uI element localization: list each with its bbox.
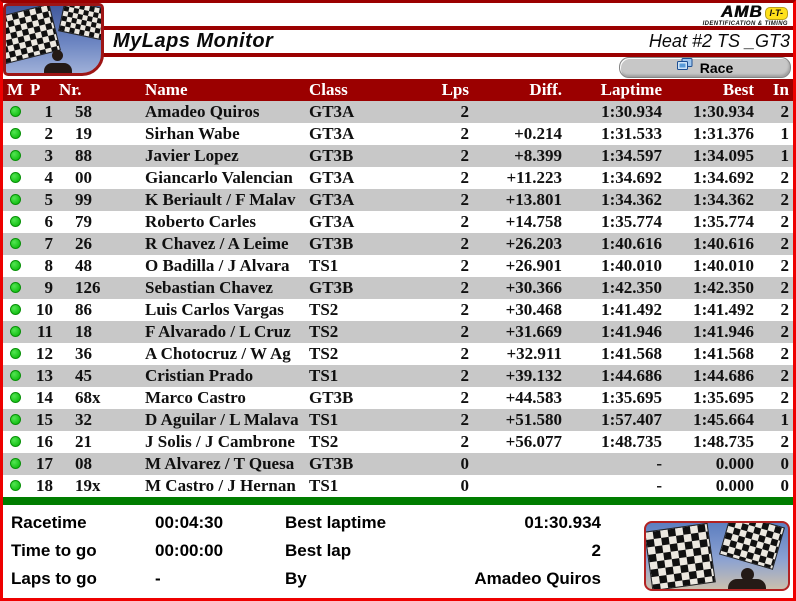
in-lap-cell: 2 xyxy=(780,190,789,209)
laptime-cell: 1:34.597 xyxy=(601,146,662,165)
laps-cell: 2 xyxy=(460,168,469,187)
status-green-dot-icon xyxy=(10,172,21,183)
checkered-flag-icon xyxy=(58,3,104,40)
best-lap-label: Best lap xyxy=(285,541,352,560)
laptime-cell: - xyxy=(656,476,662,495)
racetime-label: Racetime xyxy=(11,513,87,532)
driver-name-cell: Amadeo Quiros xyxy=(145,102,260,121)
driver-name-cell: R Chavez / A Leime xyxy=(145,234,289,253)
driver-name-cell: K Beriault / F Malav xyxy=(145,190,296,209)
best-lap-cell: 1:42.350 xyxy=(693,278,754,297)
status-cell xyxy=(3,255,27,277)
class-cell: TS2 xyxy=(309,322,339,341)
best-lap-cell: 1:34.095 xyxy=(693,146,754,165)
laps-cell: 0 xyxy=(460,476,469,495)
laptime-cell: 1:34.692 xyxy=(601,168,662,187)
checkered-flag-icon xyxy=(644,523,716,591)
column-header-p: P xyxy=(30,80,41,99)
diff-cell xyxy=(475,475,565,497)
position-cell: 15 xyxy=(36,410,53,429)
laptime-cell: 1:35.774 xyxy=(601,212,662,231)
in-lap-cell: 2 xyxy=(780,322,789,341)
class-cell: GT3A xyxy=(309,212,355,231)
status-cell xyxy=(3,145,27,167)
time-to-go-value: 00:00:00 xyxy=(155,541,224,560)
column-header-name: Name xyxy=(145,80,188,99)
flag-marshal-silhouette xyxy=(44,63,72,76)
car-number-cell: 26 xyxy=(75,234,92,253)
laptime-cell: - xyxy=(656,454,662,473)
in-lap-cell: 2 xyxy=(780,300,789,319)
position-cell: 2 xyxy=(44,124,53,143)
status-green-dot-icon xyxy=(10,260,21,271)
driver-name-cell: Javier Lopez xyxy=(145,146,239,165)
checkered-flag-icon xyxy=(719,521,785,570)
laps-cell: 2 xyxy=(460,102,469,121)
race-summary-panel xyxy=(3,505,793,598)
status-cell xyxy=(3,453,27,475)
best-lap-cell: 1:44.686 xyxy=(693,366,754,385)
status-cell xyxy=(3,123,27,145)
in-lap-cell: 0 xyxy=(780,454,789,473)
class-cell: TS1 xyxy=(309,476,339,495)
position-cell: 8 xyxy=(44,256,53,275)
laps-cell: 2 xyxy=(460,432,469,451)
laps-cell: 2 xyxy=(460,190,469,209)
diff-cell xyxy=(475,101,565,123)
status-green-dot-icon xyxy=(10,128,21,139)
class-cell: GT3B xyxy=(309,278,354,297)
racetime-value: 00:04:30 xyxy=(155,513,224,532)
car-number-cell: 58 xyxy=(75,102,92,121)
laptime-cell: 1:34.362 xyxy=(601,190,662,209)
checkered-flag-photo-bottom xyxy=(644,521,790,591)
in-lap-cell: 2 xyxy=(780,388,789,407)
car-number-cell: 00 xyxy=(75,168,92,187)
table-row[interactable] xyxy=(3,343,793,365)
results-table-header xyxy=(3,79,793,101)
car-number-cell: 79 xyxy=(75,212,92,231)
position-cell: 18 xyxy=(36,476,53,495)
status-cell xyxy=(3,431,27,453)
green-status-bar xyxy=(3,497,793,505)
table-row[interactable] xyxy=(3,101,793,123)
status-green-dot-icon xyxy=(10,370,21,381)
status-cell xyxy=(3,365,27,387)
position-cell: 12 xyxy=(36,344,53,363)
driver-name-cell: Sebastian Chavez xyxy=(145,278,273,297)
diff-cell: +51.580 xyxy=(505,410,562,429)
status-cell xyxy=(3,387,27,409)
table-row[interactable] xyxy=(3,255,793,277)
table-row[interactable] xyxy=(3,233,793,255)
car-number-cell: 19 xyxy=(75,124,92,143)
driver-name-cell: Cristian Prado xyxy=(145,366,254,385)
laps-cell: 2 xyxy=(460,212,469,231)
status-green-dot-icon xyxy=(10,458,21,469)
laptime-cell: 1:31.533 xyxy=(601,124,662,143)
table-row[interactable] xyxy=(3,189,793,211)
table-row[interactable] xyxy=(3,453,793,475)
status-cell xyxy=(3,321,27,343)
table-row[interactable] xyxy=(3,277,793,299)
status-green-dot-icon xyxy=(10,480,21,491)
in-lap-cell: 2 xyxy=(780,366,789,385)
table-row[interactable] xyxy=(3,365,793,387)
status-cell xyxy=(3,343,27,365)
table-row[interactable] xyxy=(3,299,793,321)
best-lap-value: 2 xyxy=(591,541,601,560)
computer-icon xyxy=(677,58,693,77)
laps-cell: 2 xyxy=(460,278,469,297)
table-row[interactable] xyxy=(3,167,793,189)
class-cell: GT3A xyxy=(309,168,355,187)
in-lap-cell: 2 xyxy=(780,344,789,363)
car-number-cell: 19x xyxy=(75,476,101,495)
column-header-m: M xyxy=(7,80,24,99)
position-cell: 1 xyxy=(44,102,53,121)
class-cell: GT3B xyxy=(309,454,354,473)
best-lap-cell: 0.000 xyxy=(715,454,754,473)
in-lap-cell: 2 xyxy=(780,256,789,275)
driver-name-cell: Luis Carlos Vargas xyxy=(145,300,284,319)
best-lap-cell: 0.000 xyxy=(715,476,754,495)
diff-cell: +30.366 xyxy=(505,278,562,297)
status-green-dot-icon xyxy=(10,216,21,227)
laps-cell: 2 xyxy=(460,366,469,385)
class-cell: TS1 xyxy=(309,256,339,275)
laps-cell: 2 xyxy=(460,344,469,363)
status-green-dot-icon xyxy=(10,282,21,293)
diff-cell: +11.223 xyxy=(506,168,562,187)
best-lap-cell: 1:31.376 xyxy=(693,124,754,143)
laps-to-go-label: Laps to go xyxy=(11,569,97,588)
in-lap-cell: 1 xyxy=(780,146,789,165)
status-green-dot-icon xyxy=(10,238,21,249)
car-number-cell: 08 xyxy=(75,454,92,473)
laptime-cell: 1:35.695 xyxy=(601,388,662,407)
diff-cell: +8.399 xyxy=(514,146,562,165)
driver-name-cell: M Castro / J Hernan xyxy=(145,476,296,495)
driver-name-cell: Sirhan Wabe xyxy=(145,124,240,143)
class-cell: GT3B xyxy=(309,234,354,253)
table-row[interactable] xyxy=(3,475,793,497)
car-number-cell: 48 xyxy=(75,256,92,275)
in-lap-cell: 2 xyxy=(780,212,789,231)
column-header-laptime: Laptime xyxy=(600,80,662,99)
class-cell: TS2 xyxy=(309,300,339,319)
by-label: By xyxy=(285,569,307,588)
checkered-flag-photo-top xyxy=(3,3,104,76)
car-number-cell: 126 xyxy=(75,278,101,297)
in-lap-cell: 2 xyxy=(780,432,789,451)
amb-logo-text: AMB xyxy=(720,2,763,21)
car-number-cell: 32 xyxy=(75,410,92,429)
laptime-cell: 1:41.946 xyxy=(601,322,662,341)
app-title: MyLaps Monitor xyxy=(113,30,274,52)
best-lap-cell: 1:35.695 xyxy=(693,388,754,407)
laps-cell: 2 xyxy=(460,410,469,429)
best-laptime-value: 01:30.934 xyxy=(524,513,601,532)
diff-cell: +39.132 xyxy=(505,366,562,385)
status-cell xyxy=(3,101,27,123)
driver-name-cell: M Alvarez / T Quesa xyxy=(145,454,295,473)
status-cell xyxy=(3,233,27,255)
laps-cell: 2 xyxy=(460,234,469,253)
car-number-cell: 88 xyxy=(75,146,92,165)
car-number-cell: 21 xyxy=(75,432,92,451)
class-cell: GT3B xyxy=(309,388,354,407)
race-button[interactable] xyxy=(619,57,791,78)
position-cell: 9 xyxy=(44,278,53,297)
laps-cell: 2 xyxy=(460,124,469,143)
status-green-dot-icon xyxy=(10,414,21,425)
status-green-dot-icon xyxy=(10,194,21,205)
header-toolbar-band xyxy=(3,57,793,79)
flag-marshal-silhouette xyxy=(52,50,63,61)
class-cell: TS1 xyxy=(309,366,339,385)
column-header-nr: Nr. xyxy=(59,80,82,99)
laps-to-go-value: - xyxy=(155,569,161,588)
by-value: Amadeo Quiros xyxy=(474,569,601,588)
position-cell: 16 xyxy=(36,432,53,451)
laps-cell: 2 xyxy=(460,300,469,319)
amb-it-badge: I-T- xyxy=(765,7,789,20)
diff-cell: +14.758 xyxy=(505,212,562,231)
laptime-cell: 1:44.686 xyxy=(601,366,662,385)
in-lap-cell: 0 xyxy=(780,476,789,495)
driver-name-cell: O Badilla / J Alvara xyxy=(145,256,290,275)
time-to-go-label: Time to go xyxy=(11,541,97,560)
status-green-dot-icon xyxy=(10,106,21,117)
table-row[interactable] xyxy=(3,409,793,431)
position-cell: 7 xyxy=(44,234,53,253)
car-number-cell: 18 xyxy=(75,322,92,341)
in-lap-cell: 2 xyxy=(780,278,789,297)
race-button-label: Race xyxy=(699,59,734,76)
table-row[interactable] xyxy=(3,387,793,409)
position-cell: 17 xyxy=(36,454,53,473)
table-row[interactable] xyxy=(3,123,793,145)
best-lap-cell: 1:41.492 xyxy=(693,300,754,319)
best-lap-cell: 1:40.616 xyxy=(693,234,754,253)
position-cell: 6 xyxy=(44,212,53,231)
position-cell: 10 xyxy=(36,300,53,319)
header-logo-band xyxy=(3,3,793,26)
column-header-lps: Lps xyxy=(441,80,469,99)
car-number-cell: 86 xyxy=(75,300,92,319)
diff-cell: +30.468 xyxy=(505,300,562,319)
in-lap-cell: 1 xyxy=(780,410,789,429)
best-lap-cell: 1:34.362 xyxy=(693,190,754,209)
laptime-cell: 1:40.616 xyxy=(601,234,662,253)
position-cell: 5 xyxy=(44,190,53,209)
status-green-dot-icon xyxy=(10,304,21,315)
diff-cell: +32.911 xyxy=(506,344,562,363)
status-green-dot-icon xyxy=(10,348,21,359)
table-row[interactable] xyxy=(3,145,793,167)
class-cell: TS1 xyxy=(309,410,339,429)
car-number-cell: 36 xyxy=(75,344,92,363)
driver-name-cell: Giancarlo Valencian xyxy=(145,168,293,187)
best-lap-cell: 1:45.664 xyxy=(693,410,754,429)
column-header-class: Class xyxy=(309,80,348,99)
in-lap-cell: 1 xyxy=(780,124,789,143)
table-row[interactable] xyxy=(3,321,793,343)
car-number-cell: 68x xyxy=(75,388,101,407)
status-green-dot-icon xyxy=(10,436,21,447)
flag-marshal-silhouette xyxy=(728,579,766,591)
column-header-in: In xyxy=(772,80,789,99)
car-number-cell: 45 xyxy=(75,366,92,385)
diff-cell: +13.801 xyxy=(505,190,562,209)
amb-logo-subtext: IDENTIFICATION & TIMING xyxy=(702,21,788,27)
diff-cell: +44.583 xyxy=(505,388,562,407)
diff-cell xyxy=(475,453,565,475)
in-lap-cell: 2 xyxy=(780,102,789,121)
laptime-cell: 1:30.934 xyxy=(601,102,662,121)
best-lap-cell: 1:35.774 xyxy=(693,212,754,231)
status-cell xyxy=(3,409,27,431)
class-cell: TS2 xyxy=(309,432,339,451)
laptime-cell: 1:41.492 xyxy=(601,300,662,319)
position-cell: 14 xyxy=(36,388,53,407)
best-lap-cell: 1:34.692 xyxy=(693,168,754,187)
diff-cell: +26.901 xyxy=(505,256,562,275)
driver-name-cell: Roberto Carles xyxy=(145,212,256,231)
table-row[interactable] xyxy=(3,211,793,233)
driver-name-cell: Marco Castro xyxy=(145,388,246,407)
laps-cell: 2 xyxy=(460,146,469,165)
best-laptime-label: Best laptime xyxy=(285,513,387,532)
status-cell xyxy=(3,277,27,299)
laps-cell: 2 xyxy=(460,256,469,275)
best-lap-cell: 1:30.934 xyxy=(693,102,754,121)
in-lap-cell: 2 xyxy=(780,234,789,253)
driver-name-cell: A Chotocruz / W Ag xyxy=(145,344,291,363)
laps-cell: 2 xyxy=(460,388,469,407)
best-lap-cell: 1:40.010 xyxy=(693,256,754,275)
class-cell: TS2 xyxy=(309,344,339,363)
best-lap-cell: 1:41.946 xyxy=(693,322,754,341)
column-header-diff: Diff. xyxy=(529,80,562,99)
position-cell: 11 xyxy=(36,322,53,341)
diff-cell: +56.077 xyxy=(505,432,562,451)
in-lap-cell: 2 xyxy=(780,168,789,187)
laptime-cell: 1:57.407 xyxy=(601,410,662,429)
driver-name-cell: F Alvarado / L Cruz xyxy=(145,322,291,341)
laptime-cell: 1:40.010 xyxy=(601,256,662,275)
car-number-cell: 99 xyxy=(75,190,92,209)
best-lap-cell: 1:41.568 xyxy=(693,344,754,363)
class-cell: GT3A xyxy=(309,190,355,209)
position-cell: 3 xyxy=(44,146,53,165)
status-cell xyxy=(3,299,27,321)
class-cell: GT3A xyxy=(309,124,355,143)
status-cell xyxy=(3,211,27,233)
heat-title: Heat #2 TS _GT3 xyxy=(648,31,790,51)
diff-cell: +0.214 xyxy=(514,124,562,143)
status-green-dot-icon xyxy=(10,326,21,337)
driver-name-cell: J Solis / J Cambrone xyxy=(145,432,295,451)
status-cell xyxy=(3,475,27,497)
status-green-dot-icon xyxy=(10,392,21,403)
position-cell: 4 xyxy=(44,168,53,187)
diff-cell: +26.203 xyxy=(505,234,562,253)
diff-cell: +31.669 xyxy=(505,322,562,341)
driver-name-cell: D Aguilar / L Malava xyxy=(145,410,299,429)
status-cell xyxy=(3,167,27,189)
status-green-dot-icon xyxy=(10,150,21,161)
laps-cell: 0 xyxy=(460,454,469,473)
position-cell: 13 xyxy=(36,366,53,385)
results-table-body xyxy=(3,101,793,497)
amb-logo xyxy=(703,3,788,27)
laptime-cell: 1:41.568 xyxy=(601,344,662,363)
laps-cell: 2 xyxy=(460,322,469,341)
column-header-best: Best xyxy=(722,80,754,99)
class-cell: GT3A xyxy=(309,102,355,121)
header-title-band xyxy=(3,30,793,53)
best-lap-cell: 1:48.735 xyxy=(693,432,754,451)
status-cell xyxy=(3,189,27,211)
laptime-cell: 1:48.735 xyxy=(601,432,662,451)
table-row[interactable] xyxy=(3,431,793,453)
laptime-cell: 1:42.350 xyxy=(601,278,662,297)
class-cell: GT3B xyxy=(309,146,354,165)
